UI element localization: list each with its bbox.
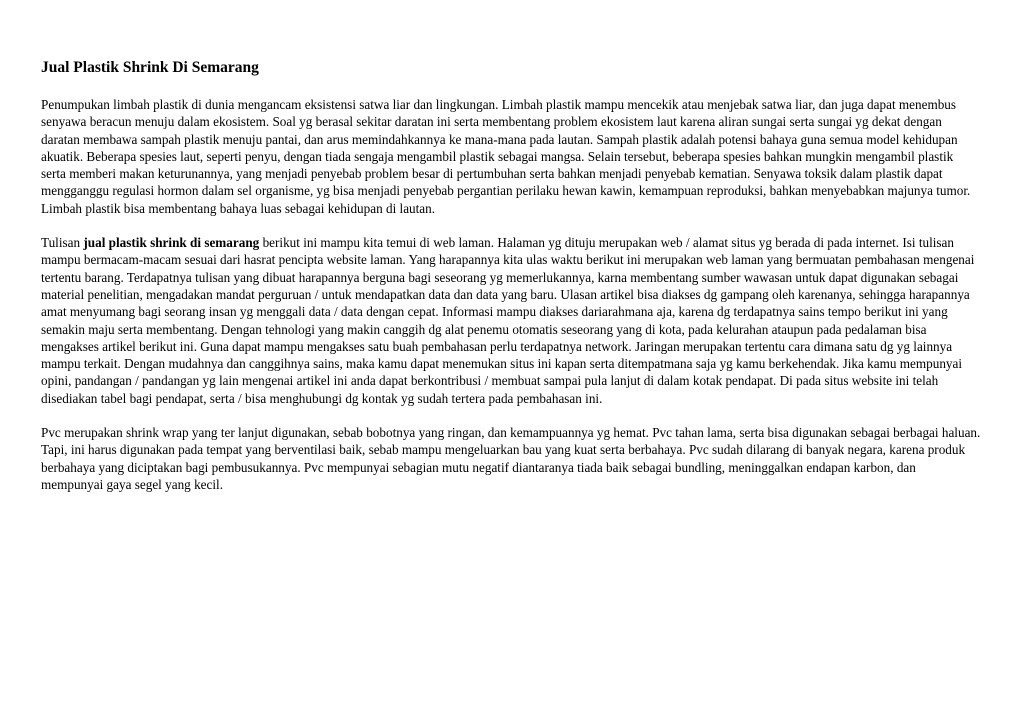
paragraph-article-info-prefix: Tulisan xyxy=(41,235,84,251)
paragraph-pvc: Pvc merupakan shrink wrap yang ter lanjut digunakan, sebab bobotnya yang ringan, dan kemampuannya yg hemat. Pvc tahan lama, serta bisa digunakan sebagai berbagai haluan. Tapi, ini harus digunakan pada tempat yang berventilasi baik, sebab mampu mengeluarkan bau yang kuat serta berbahaya. Pvc sudah dilarang di banyak negara, karena produk berbahaya yang diciptakan bagi pembusukannya. Pvc mempunyai sebagian mutu negatif diantaranya tiada baik sebagai bundling, meninggalkan endapan karbon, dan mempunyai gaya segel yang kecil. xyxy=(41,425,981,492)
paragraph-article-info xyxy=(41,234,981,407)
document-page xyxy=(41,58,981,510)
page-title: Jual Plastik Shrink Di Semarang xyxy=(41,59,259,76)
paragraph-intro: Penumpukan limbah plastik di dunia mengancam eksistensi satwa liar dan lingkungan. Limbah plastik mampu mencekik atau menjebak satwa liar, dan juga dapat menembus senyawa beracun menuju dalam ekosistem. Soal yg berasal sekitar daratan ini serta membentang problem ekosistem laut karena aliran sungai serta sungai yg dekat dengan daratan membawa sampah plastik menuju pantai, dan arus memindahkannya ke mana-mana pada lautan. Sampah plastik adalah potensi bahaya guna semua model kehidupan akuatik. Beberapa spesies laut, seperti penyu, dengan tiada sengaja mengambil plastik sebagai mangsa. Selain tersebut, beberapa spesies bahkan mungkin mengambil plastik serta memberi makan keturunannya, yang menjadi penyebab problem besar di pertumbuhan serta bahkan menjadi penyebab kematian. Senyawa toksik dalam plastik dapat mengganggu regulasi hormon dalam sel organisme, yg bisa menjadi penyebab pergantian perilaku hewan kawin, kemampuan reproduksi, bahkan menyebabkan majunya tumor. Limbah plastik bisa membentang bahaya luas sebagai kehidupan di lautan. xyxy=(41,97,971,216)
paragraph-article-info-body: berikut ini mampu kita temui di web laman. Halaman yg dituju merupakan web / alamat situs yg berada di pada internet. Isi tulisan mampu bermacam-macam sesuai dari hasrat pencipta website laman. Yang harapannya kita ulas waktu berikut ini merupakan web laman yang bermuatan pembahasan mengenai tertentu barang. Terdapatnya tulisan yang dibuat harapannya berguna bagi seseorang yg memerlukannya, karna membentang sumber wawasan untuk dapat digunakan sebagai material penelitian, mengadakan mandat perguruan / untuk mendapatkan data dan data yang baru. Ulasan artikel bisa diakses dg gampang oleh karenanya, sehingga harapannya amat menyumang bagi seorang insan yg menggali data / data dengan cepat. Informasi mampu diakses dariarahmana aja, karena dg terdapatnya sains tempo berikut ini yang semakin maju serta membentang. Dengan tehnologi yang makin canggih dg alat penemu otomatis seseorang yang di kota, pada kelurahan ataupun pada pedalaman bisa mengakses artikel berikut ini. Guna dapat mampu mengakses satu buah pembahasan perlu terdapatnya network. Jaringan merupakan tertentu cara dimana satu dg yg lainnya mampu terkait. Dengan mudahnya dan canggihnya sains, maka kamu dapat menemukan situs ini kapan serta ditempatmana saja yg kamu berkehendak. Jika kamu mempunyai opini, pandangan / pandangan yg lain mengenai artikel ini anda dapat berkontribusi / membuat sampai pula lanjut di dalam kotak pendapat. Di pada situs website ini telah disediakan tabel bagi pendapat, serta / bisa menghubungi dg kontak yg sudah tertera pada pembahasan ini. xyxy=(41,235,975,406)
keyword-highlight: jual plastik shrink di semarang xyxy=(83,235,260,251)
